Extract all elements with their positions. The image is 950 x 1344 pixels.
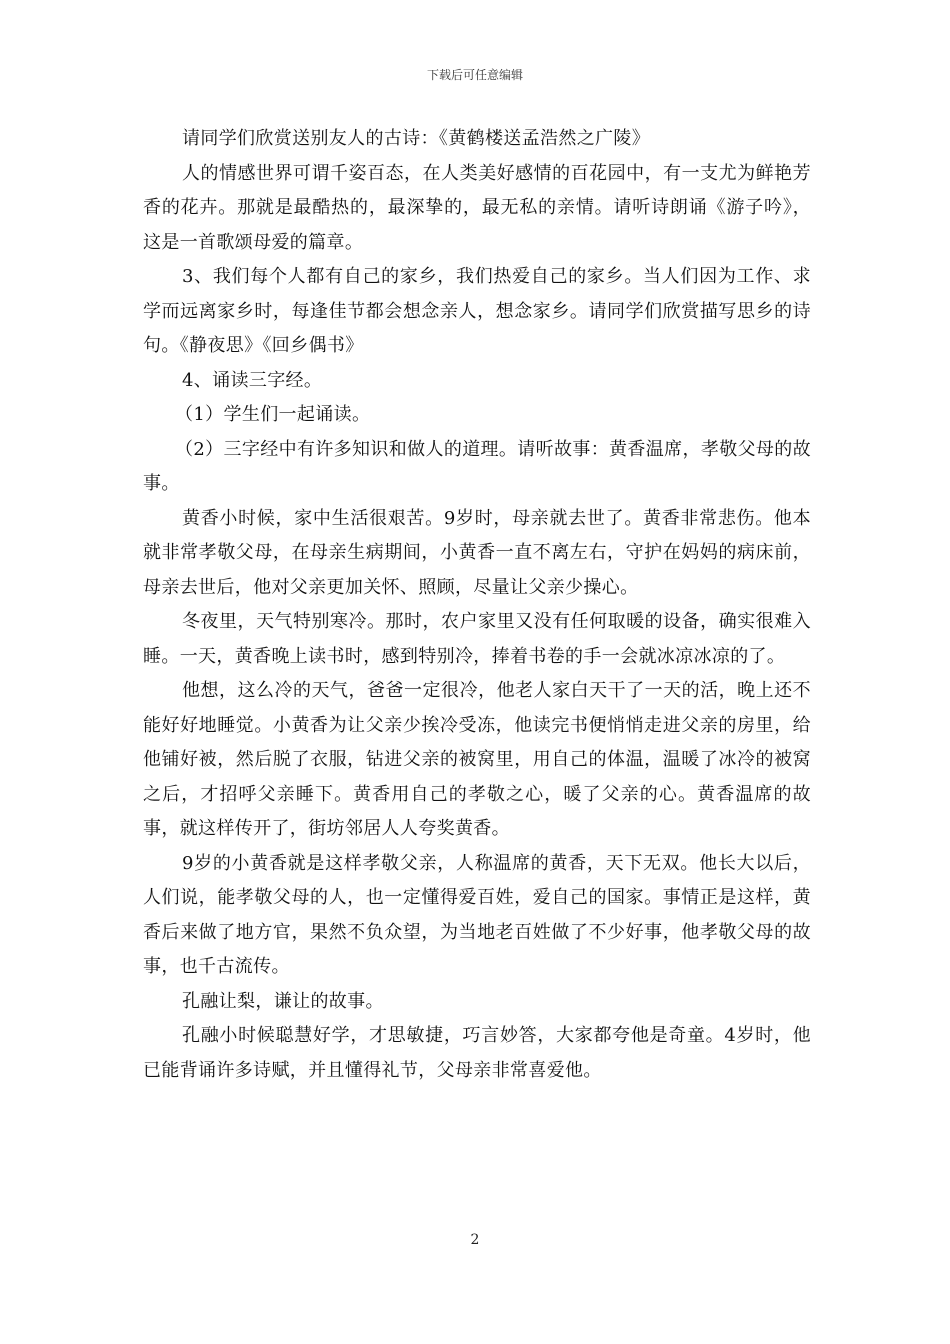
paragraph: 请同学们欣赏送别友人的古诗：《黄鹤楼送孟浩然之广陵》 (182, 128, 651, 149)
paragraph: 3、我们每个人都有自己的家乡，我们热爱自己的家乡。当人们因为工作、求学而远离家乡时，每逢佳节都会想念亲人，想念家乡。请同学们欣赏描写思乡的诗句。《静夜思》《回乡偶书》 (143, 266, 811, 356)
paragraph: 冬夜里，天气特别寒冷。那时，农户家里又没有任何取暖的设备，确实很难入睡。一天，黄香晚上读书时，感到特别冷，捧着书卷的手一会就冰凉冰凉的了。 (143, 611, 811, 667)
paragraph: 9岁的小黄香就是这样孝敬父亲，人称温席的黄香，天下无双。他长大以后，人们说，能孝敬父母的人，也一定懂得爱百姓，爱自己的国家。事情正是这样，黄香后来做了地方官，果然不负众望，为当地老百姓做了不少好事，他孝敬父母的故事，也千古流传。 (143, 852, 811, 977)
page-number: 2 (470, 1232, 480, 1248)
paragraph: 4、诵读三字经。 (182, 369, 323, 391)
paragraph: （1）学生们一起诵读。 (175, 404, 371, 425)
paragraph: 人的情感世界可谓千姿百态，在人类美好感情的百花园中，有一支尤为鲜艳芳香的花卉。那就是最酷热的，最深挚的，最无私的亲情。请听诗朗诵《游子吟》，这是一首歌颂母爱的篇章。 (143, 162, 811, 253)
paragraph: 他想，这么冷的天气，爸爸一定很冷，他老人家白天干了一天的活，晚上还不能好好地睡觉。小黄香为让父亲少挨冷受冻，他读完书便悄悄走进父亲的房里，给他铺好被，然后脱了衣服，钻进父亲的被窝里，用自己的体温，温暖了冰冷的被窝之后，才招呼父亲睡下。黄香用自己的孝敬之心，暖了父亲的心。黄香温席的故事，就这样传开了，街坊邻居人人夸奖黄香。 (143, 680, 811, 839)
page-header: 下载后可任意编辑 (426, 68, 523, 82)
paragraph: 孔融小时候聪慧好学，才思敏捷，巧言妙答，大家都夸他是奇童。4岁时，他已能背诵许多诗赋，并且懂得礼节，父母亲非常喜爱他。 (143, 1025, 811, 1081)
paragraph: 黄香小时候，家中生活很艰苦。9岁时，母亲就去世了。黄香非常悲伤。他本就非常孝敬父母，在母亲生病期间，小黄香一直不离左右，守护在妈妈的病床前，母亲去世后，他对父亲更加关怀、照顾，尽量让父亲少操心。 (143, 507, 811, 598)
paragraph: （2）三字经中有许多知识和做人的道理。请听故事：黄香温席，孝敬父母的故事。 (143, 438, 811, 494)
document-body (143, 122, 811, 1088)
paragraph: 孔融让梨，谦让的故事。 (182, 990, 384, 1012)
